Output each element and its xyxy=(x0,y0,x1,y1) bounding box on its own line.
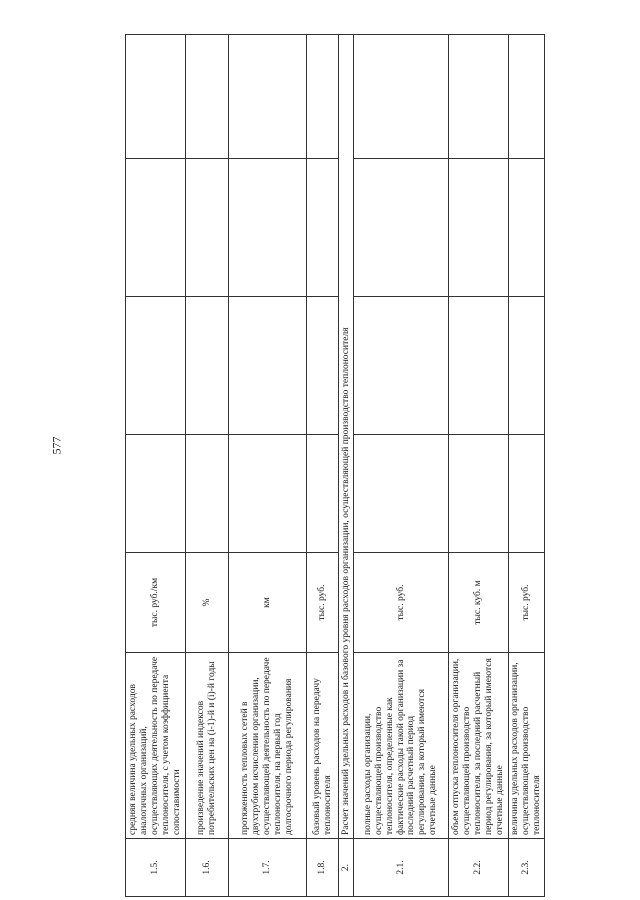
section-number: 2. xyxy=(339,839,354,897)
table-row xyxy=(229,35,307,897)
value-cell xyxy=(126,35,186,159)
table-row xyxy=(354,35,449,897)
row-unit: % xyxy=(186,553,229,653)
value-cell xyxy=(307,297,339,435)
row-number: 1.8. xyxy=(307,839,339,897)
value-cell xyxy=(229,297,307,435)
row-unit: тыс. руб. xyxy=(509,553,545,653)
value-cell xyxy=(449,297,509,435)
rotated-table-container xyxy=(125,35,542,897)
row-unit: км xyxy=(229,553,307,653)
value-cell xyxy=(307,435,339,553)
value-cell xyxy=(509,159,545,297)
row-number: 1.7. xyxy=(229,839,307,897)
value-cell xyxy=(186,435,229,553)
value-cell xyxy=(354,435,449,553)
value-cell xyxy=(509,435,545,553)
value-cell xyxy=(354,159,449,297)
value-cell xyxy=(126,159,186,297)
row-unit: тыс. куб. м xyxy=(449,553,509,653)
row-unit: тыс. руб./км xyxy=(126,553,186,653)
value-cell xyxy=(126,297,186,435)
value-cell xyxy=(126,435,186,553)
table-row xyxy=(307,35,339,897)
value-cell xyxy=(229,159,307,297)
row-name: базовый уровень расходов на передачу теплоносителя xyxy=(307,653,339,839)
section-row xyxy=(339,35,354,897)
value-cell xyxy=(509,297,545,435)
value-cell xyxy=(229,35,307,159)
value-cell xyxy=(354,297,449,435)
row-number: 1.5. xyxy=(126,839,186,897)
table-row xyxy=(509,35,545,897)
row-name: протяженность тепловых сетей в двухтрубном исчислении организации, осуществляющей деятельность по передаче теплоносителя, на первый год долгосрочного периода регулирования xyxy=(229,653,307,839)
row-name: средняя величина удельных расходов аналогичных организаций, осуществляющих деятельность по передаче теплоносителя, с учетом коэффициента сопоставимости xyxy=(126,653,186,839)
value-cell xyxy=(449,435,509,553)
value-cell xyxy=(229,435,307,553)
value-cell xyxy=(186,159,229,297)
row-number: 1.6. xyxy=(186,839,229,897)
row-unit: тыс. руб. xyxy=(307,553,339,653)
document-frame xyxy=(125,35,542,897)
page-number: 577 xyxy=(49,436,64,455)
row-number: 2.2. xyxy=(449,839,509,897)
row-name: полные расходы организации, осуществляющей производство теплоносителя, определенные как фактические расходы такой организации за последний расчетный период регулирования, за который имеются отчетные данные xyxy=(354,653,449,839)
row-name: величина удельных расходов организации, осуществляющей производство теплоносителя xyxy=(509,653,545,839)
value-cell xyxy=(354,35,449,159)
value-cell xyxy=(449,35,509,159)
row-name: произведение значений индексов потребительских цен на (i-1)-й и (i)-й годы xyxy=(186,653,229,839)
value-cell xyxy=(307,159,339,297)
value-cell xyxy=(509,35,545,159)
row-number: 2.3. xyxy=(509,839,545,897)
table-row xyxy=(449,35,509,897)
table-row xyxy=(186,35,229,897)
value-cell xyxy=(449,159,509,297)
row-unit: тыс. руб. xyxy=(354,553,449,653)
data-table xyxy=(125,34,545,897)
value-cell xyxy=(186,297,229,435)
value-cell xyxy=(307,35,339,159)
row-name: объем отпуска теплоносителя организации, осуществляющей производство теплоносителя, за последний расчетный период регулирования, за который имеются отчетные данные xyxy=(449,653,509,839)
table-row xyxy=(126,35,186,897)
row-number: 2.1. xyxy=(354,839,449,897)
section-title: Расчет значений удельных расходов и базового уровня расходов организации, осуществляющей производство теплоносителя xyxy=(339,35,354,839)
value-cell xyxy=(186,35,229,159)
